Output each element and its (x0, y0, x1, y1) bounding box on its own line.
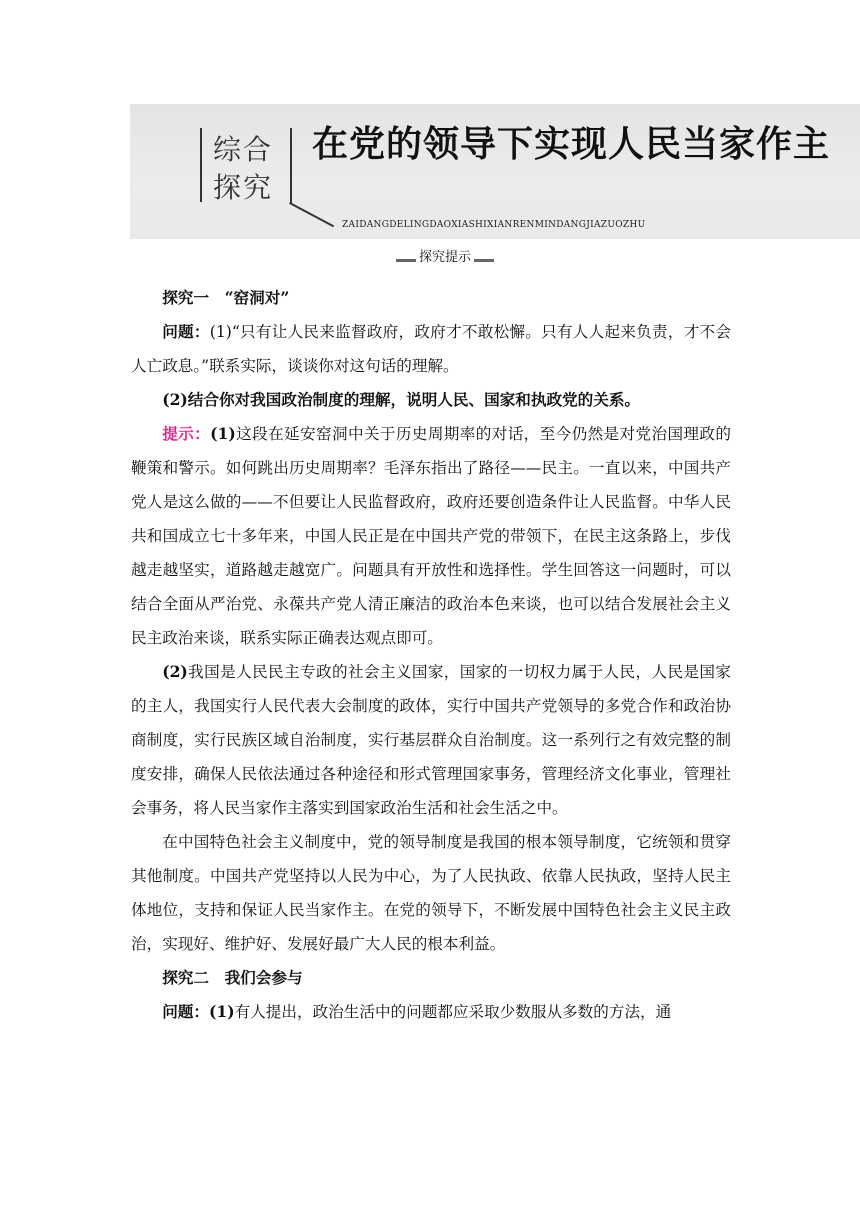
answer1-text: 这段在延安窑洞中关于历史周期率的对话，至今仍然是对党治国理政的鞭策和警示。如何跳出历史周期率？毛泽东指出了路径——民主。一直以来，中国共产党人是这么做的——不但要让人民监督政府，政府还要创造条件让人民监督。中华人民共和国成立七十多年来，中国人民正是在中国共产党的带领下，在民主这条路上，步伐越走越坚实，道路越走越宽广。问题具有开放性和选择性。学生回答这一问题时，可以结合全面从严治党、永葆共产党人清正廉洁的政治本色来谈，也可以结合发展社会主义民主政治来谈，联系实际正确表达观点即可。 (131, 425, 731, 647)
title-pinyin: ZAIDANGDELINGDAOXIASHIXIANRENMINDANGJIAZUOZHU (342, 220, 646, 230)
answer1-number: (1) (210, 424, 236, 443)
section2-heading-title: 我们会参与 (224, 968, 303, 987)
section1-question1 (131, 315, 731, 383)
banner-divider-left (200, 128, 202, 202)
category-label-line1: 综合 (213, 133, 274, 166)
section1-heading-label: 探究一 (162, 288, 209, 307)
section1-heading-title: “窑洞对” (224, 288, 290, 307)
section-hint-label (396, 250, 494, 266)
section1-question2: (2)结合你对我国政治制度的理解，说明人民、国家和执政党的关系。 (162, 390, 641, 409)
question-label: 问题： (162, 322, 210, 341)
category-label-line2: 探究 (213, 171, 274, 204)
section1-heading (131, 281, 731, 315)
question1-number: (1) (208, 1002, 235, 1021)
section1-answer2 (131, 655, 731, 825)
page-title: 在党的领导下实现人民当家作主 (312, 124, 831, 165)
hint-label-text: 探究提示 (418, 250, 471, 265)
hint-label: 提示： (162, 424, 211, 443)
section2-heading-label: 探究二 (162, 968, 209, 987)
question1-text: (1)“只有让人民来监督政府，政府才不敢松懈。只有人人起来负责，才不会人亡政息。”联系实际，谈谈你对这句话的理解。 (131, 323, 731, 375)
section2-heading (131, 961, 731, 995)
banner-divider-mid (290, 128, 292, 204)
document-body (131, 281, 731, 1029)
section1-answer3: 在中国特色社会主义制度中，党的领导制度是我国的根本领导制度，它统领和贯穿其他制度。中国共产党坚持以人民为中心，为了人民执政、依靠人民执政，坚持人民主体地位，支持和保证人民当家作主。在党的领导下，不断发展中国特色社会主义民主政治，实现好、维护好、发展好最广大人民的根本利益。 (131, 833, 731, 953)
answer2-text: 我国是人民民主专政的社会主义国家，国家的一切权力属于人民，人民是国家的主人，我国实行人民代表大会制度的政体，实行中国共产党领导的多党合作和政治协商制度，实行民族区域自治制度，实行基层群众自治制度。这一系列行之有效完整的制度安排，确保人民依法通过各种途径和形式管理国家事务，管理经济文化事业，管理社会事务，将人民当家作主落实到国家政治生活和社会生活之中。 (131, 663, 731, 817)
section2-question1 (131, 995, 731, 1029)
section1-answer1 (131, 417, 731, 655)
question1-text: 有人提出，政治生活中的问题都应采取少数服从多数的方法，通 (234, 1003, 672, 1021)
question-label: 问题： (162, 1002, 209, 1021)
answer2-number: (2) (162, 662, 188, 681)
